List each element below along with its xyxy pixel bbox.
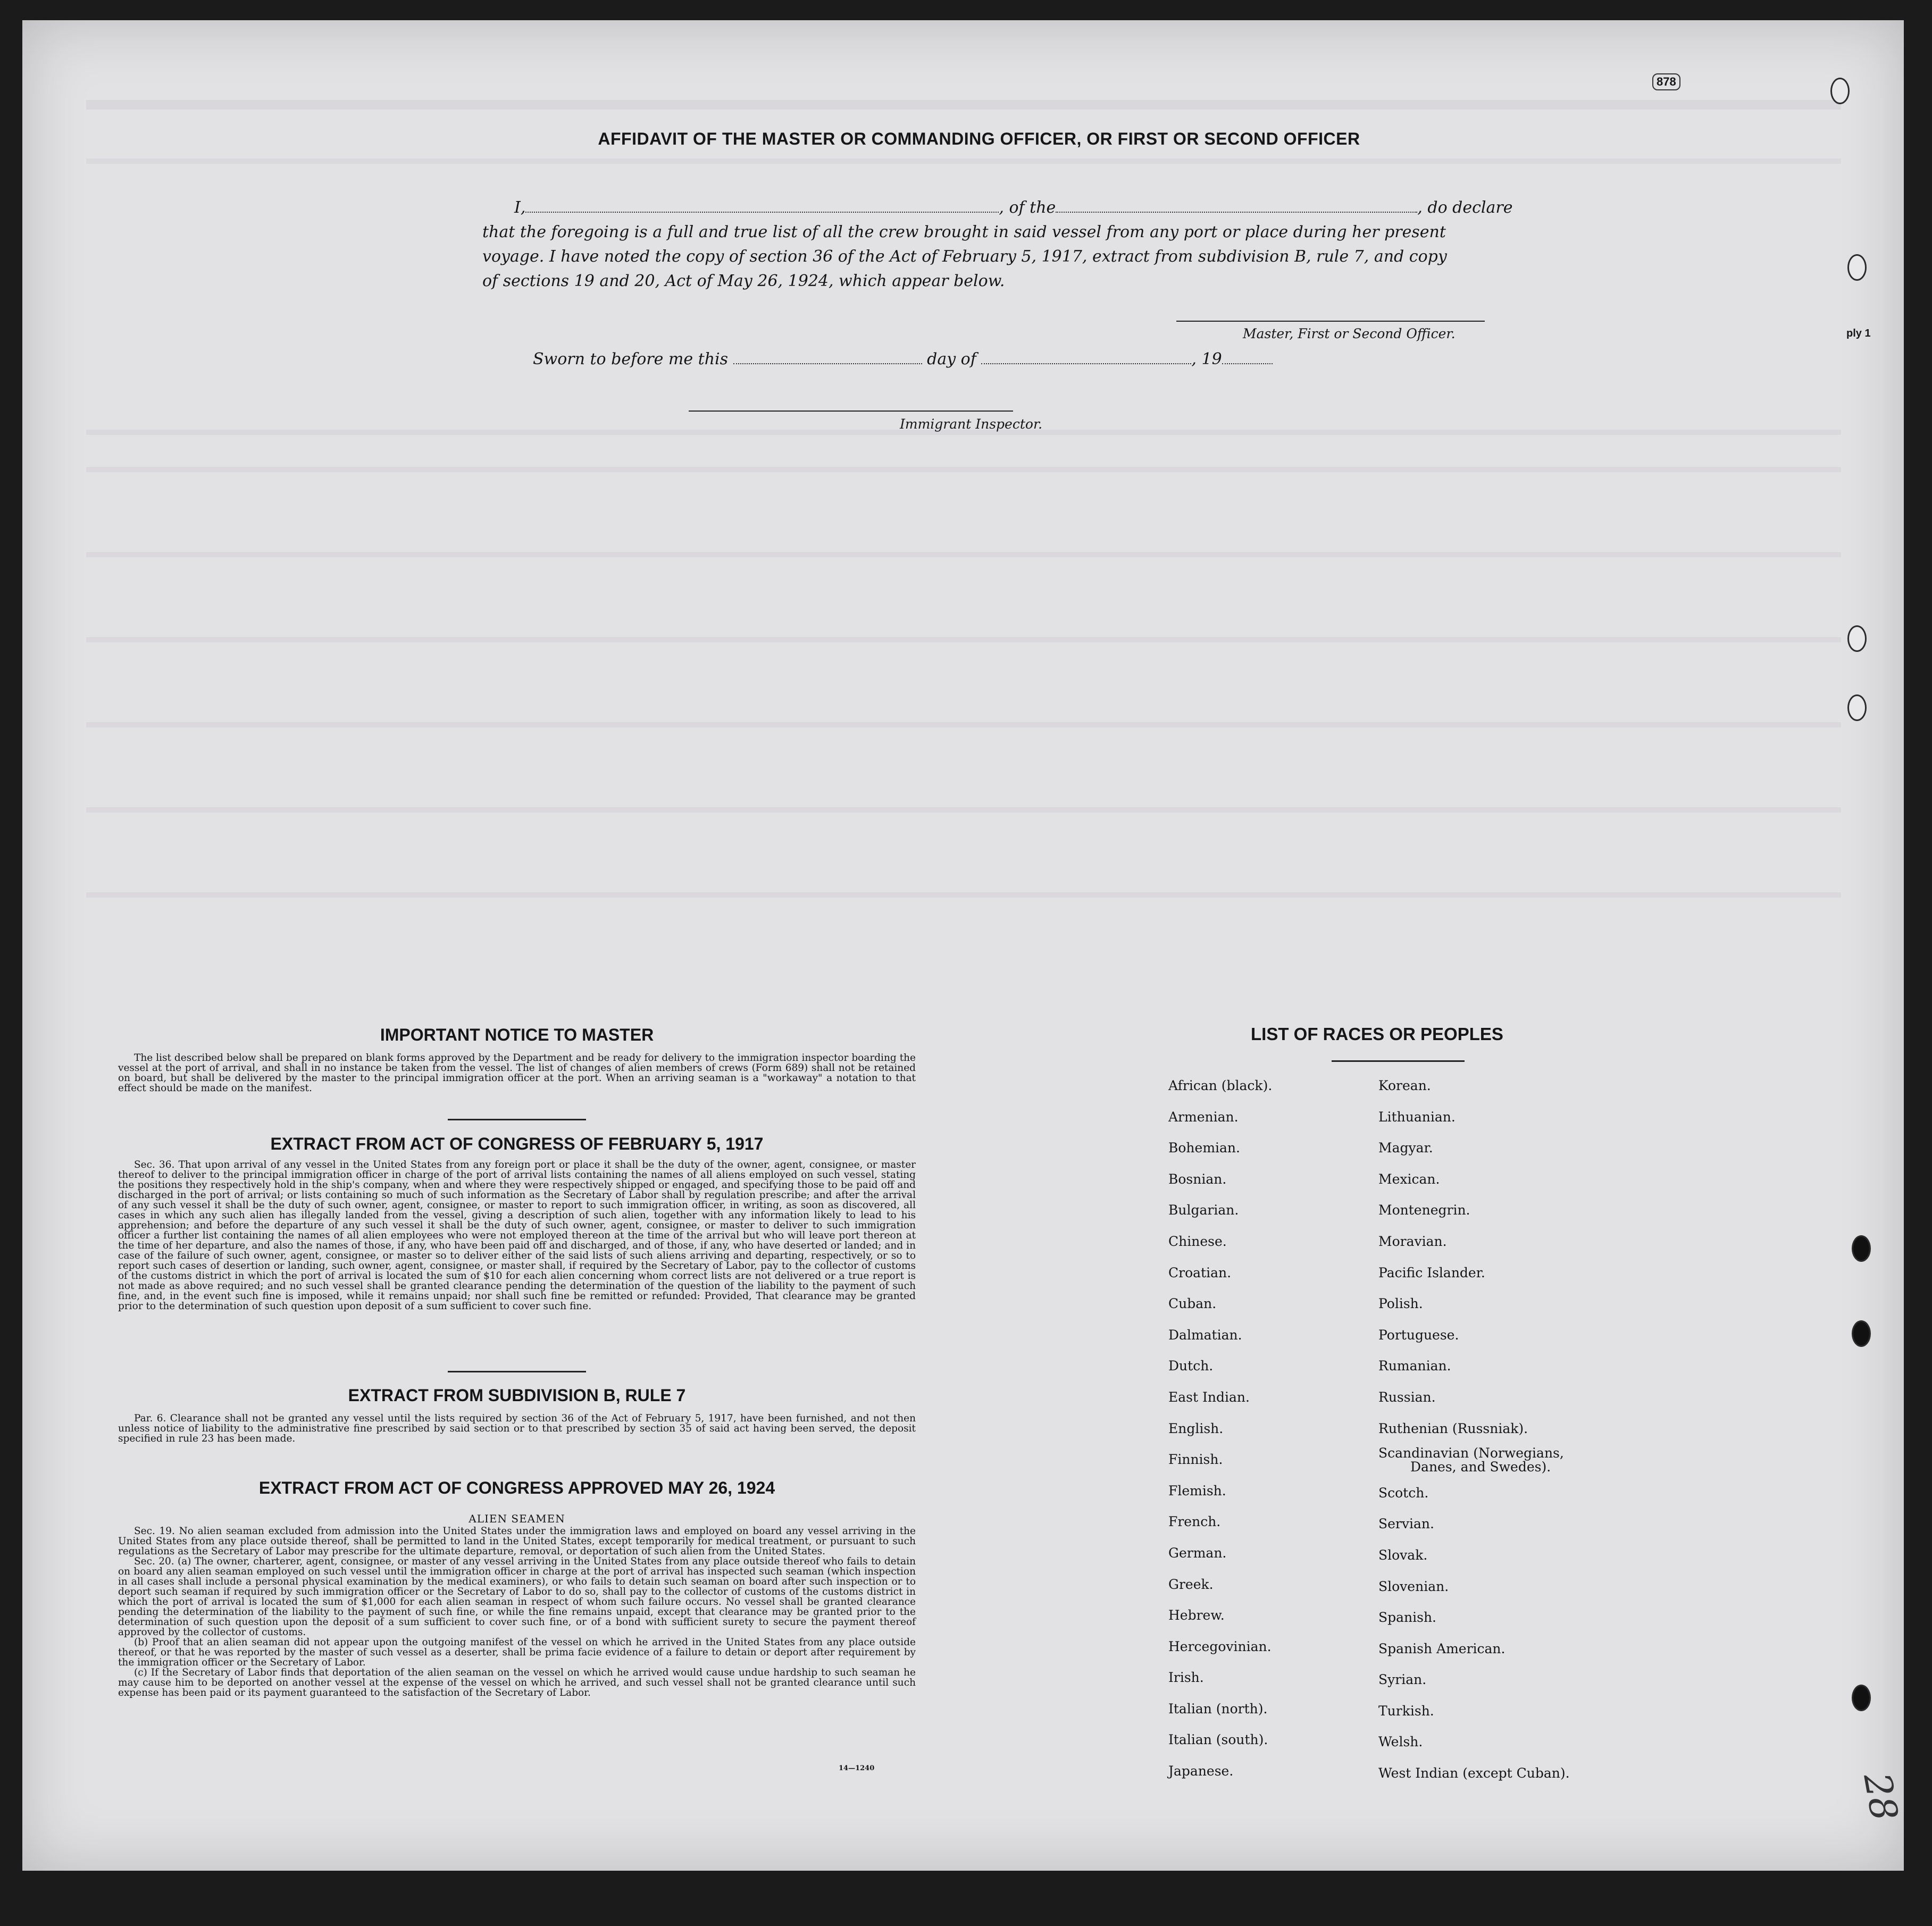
extract-1917-text: Sec. 36. That upon arrival of any vessel in the United States from any foreign port or place it shall be the duty of the owner, agent, consignee, or master thereof to deliver to the principal immigration officer in charge of the port of arrival lists containing the names of all aliens employed on such vessel, stating the positions they respectively hold in the ship's company, when and where they were respectively shipped or engaged, and specifying those to be paid off and discharged in the port of arrival; or lists containing so much of such information as the Secretary of Labor shall by regulation prescribe; and after the arrival of any such vessel it shall be the duty of such owner, agent, consignee, or master to report to such immigration officer, in writing, as soon as discovered, all cases in which any such alien has illegally landed from the vessel, giving a description of such alien, together with any information likely to lead to his apprehension; and before the departure of any such vessel it shall be the duty of such owner, agent, consignee, or master to deliver to such immigration officer a further list containing the names of all alien employees who were not employed thereon at the time of the arrival but who will leave port thereon at the time of her departure, and also the names of those, if any, who have been paid off and discharged, and of those, if any, who have deserted or landed; and in case of the failure of such owner, agent, consignee, or master so to deliver either of the said lists of such aliens arriving and departing, respectively, or so to report such cases of desertion or landing, such owner, agent, consignee, or master shall, if required by the Secretary of Labor, pay to the collector of customs of the customs district in which the port of arrival is located the sum of $10 for each alien concerning whom correct lists are not delivered or a true report is not made as above required; and no such vessel shall be granted clearance pending the determination of the question of the liability to the payment of such fine, and, in the event such fine is imposed, while it remains unpaid; nor shall such fine be remitted or refunded: Provided, That clearance may be granted prior to the determination of such question upon deposit of a sum sufficient to cover such fine.: [118, 1159, 916, 1312]
divider: [448, 1119, 586, 1120]
race-item: Croatian.: [1168, 1265, 1232, 1280]
race-item: Bulgarian.: [1168, 1202, 1239, 1218]
race-item: Hercegovinian.: [1168, 1638, 1272, 1654]
race-item: Ruthenian (Russniak).: [1378, 1420, 1528, 1436]
race-item: Slovenian.: [1378, 1578, 1449, 1594]
race-item: French.: [1168, 1514, 1221, 1530]
race-item: Mexican.: [1378, 1171, 1440, 1187]
race-item: Hebrew.: [1168, 1607, 1225, 1623]
divider: [448, 1371, 586, 1372]
race-item: Moravian.: [1378, 1233, 1447, 1249]
notice-text: The list described below shall be prepared on blank forms approved by the Department and be ready for delivery to the immigration inspector boarding the vessel at the port of arrival, and shall in no instance be taken from the vessel. The list of changes of alien members of crews (Form 689) shall not be retained on board, but shall be delivered by the master to the principal immigration officer at the port. When an arriving seaman is a "workaway" a notation to that effect should be made on the manifest.: [118, 1052, 916, 1094]
race-item: Portuguese.: [1378, 1327, 1459, 1343]
name-blank[interactable]: [525, 200, 999, 213]
race-item: Irish.: [1168, 1670, 1204, 1686]
race-item: Bohemian.: [1168, 1140, 1240, 1156]
race-item: Lithuanian.: [1378, 1109, 1456, 1125]
binder-hole: [1847, 625, 1867, 652]
race-item: Greek.: [1168, 1576, 1214, 1592]
notice-title: IMPORTANT NOTICE TO MASTER: [380, 1025, 654, 1044]
binder-hole: [1847, 694, 1867, 721]
race-item: Japanese.: [1168, 1763, 1234, 1779]
sec-19: Sec. 19. No alien seaman excluded from admission into the United States under the immigration laws and employed on board any vessel arriving in the United States from any place outside thereof, shall be permitted to land in the United States, except temporarily for medical treatment, or pursuant to such regulations as the Secretary of Labor may prescribe for the ultimate departure, removal, or deportation of such alien from the United States.: [118, 1526, 916, 1557]
race-item: African (black).: [1168, 1078, 1273, 1093]
race-item: German.: [1168, 1545, 1227, 1561]
affidavit-line-4: of sections 19 and 20, Act of May 26, 1924, which appear below.: [482, 272, 1005, 290]
race-item: Servian.: [1378, 1516, 1434, 1532]
race-item: Magyar.: [1378, 1140, 1433, 1156]
affidavit-line-2: that the foregoing is a full and true list of all the crew brought in said vessel from any port or place during her present: [482, 223, 1446, 241]
sworn-month-blank[interactable]: [981, 351, 1191, 364]
affidavit-line-1: I, , of the , do declare: [514, 198, 1513, 217]
extract-1924-text: [118, 1526, 916, 1698]
race-item: Korean.: [1378, 1078, 1431, 1093]
vessel-blank[interactable]: [1056, 200, 1417, 213]
affidavit-body: [482, 196, 1525, 294]
divider: [1332, 1060, 1465, 1062]
form-number: 14—1240: [839, 1764, 875, 1772]
rule-7-text: Par. 6. Clearance shall not be granted any vessel until the lists required by section 36 of the Act of February 5, 1917, have been furnished, and not then unless notice of liability to the administrative fine prescribed by said section or to that prescribed by section 35 of said act having been served, the deposit specified in rule 23 has been made.: [118, 1413, 916, 1444]
races-left-column: [1168, 1070, 1272, 1787]
race-item: Dalmatian.: [1168, 1327, 1242, 1343]
race-item: Finnish.: [1168, 1452, 1223, 1468]
sworn-line: Sworn to before me this day of , 19: [533, 350, 1273, 369]
sec-20a: Sec. 20. (a) The owner, charterer, agent, consignee, or master of any vessel arriving in the United States from any place outside thereof who fails to detain on board any alien seaman employed on such vessel until the immigration officer in charge at the port of arrival has inspected such seaman (which inspection in all cases shall include a personal physical examination by the medical examiners), or who fails to detain such seaman on board after such inspection or to deport such seaman if required by such immigration officer or the Secretary of Labor to do so, shall pay to the collector of customs of the customs district in which the port of arrival is located the sum of $1,000 for each alien seaman in respect of whom such failure occurs. No vessel shall be granted clearance pending the determination of the liability to the payment of such fine, or while the fine remains unpaid, except that clearance may be granted prior to the determination of such question upon the deposit of a sum sufficient to cover such fine, or of a bond with sufficient surety to secure the payment thereof approved by the collector of customs.: [118, 1556, 916, 1638]
race-item: Italian (south).: [1168, 1732, 1268, 1748]
race-item: English.: [1168, 1420, 1224, 1436]
binder-hole: [1830, 78, 1850, 104]
races-right-column: [1378, 1070, 1570, 1789]
race-item: Bosnian.: [1168, 1171, 1227, 1187]
race-item: Chinese.: [1168, 1233, 1227, 1249]
race-item: Spanish.: [1378, 1610, 1437, 1626]
affidavit-title-row: [22, 129, 1904, 149]
race-item: Rumanian.: [1378, 1358, 1451, 1374]
binder-hole: [1852, 1320, 1871, 1347]
sworn-day-blank[interactable]: [733, 351, 922, 364]
inspector-signature-line[interactable]: [689, 411, 1013, 412]
extract-1924-title: EXTRACT FROM ACT OF CONGRESS APPROVED MAY 26, 1924: [258, 1478, 775, 1497]
race-item: West Indian (except Cuban).: [1378, 1765, 1570, 1781]
stamp-number: 878: [1652, 73, 1680, 90]
race-item: Scandinavian (Norwegians, Danes, and Swedes).: [1378, 1445, 1564, 1475]
race-item: Montenegrin.: [1378, 1202, 1470, 1218]
race-item: Cuban.: [1168, 1296, 1217, 1312]
binder-hole: [1847, 254, 1867, 281]
race-item: Russian.: [1378, 1389, 1436, 1405]
affidavit-title: AFFIDAVIT OF THE MASTER OR COMMANDING OFFICER, OR FIRST OR SECOND OFFICER: [598, 129, 1360, 148]
race-item: Flemish.: [1168, 1483, 1226, 1498]
race-item: Welsh.: [1378, 1734, 1423, 1750]
race-item: Polish.: [1378, 1296, 1423, 1312]
race-item: Scotch.: [1378, 1485, 1429, 1501]
race-item: Turkish.: [1378, 1703, 1434, 1719]
race-item: Syrian.: [1378, 1672, 1427, 1688]
inspector-label: Immigrant Inspector.: [900, 416, 1043, 432]
race-item: Armenian.: [1168, 1109, 1239, 1125]
sec-20b: (b) Proof that an alien seaman did not appear upon the outgoing manifest of the vessel on which he arrived in the United States from any place outside thereof, or that he was reported by the master of such vessel as a deserter, shall be prima facie evidence of a failure to detain or deport after requirement by the immigration officer or the Secretary of Labor.: [118, 1637, 916, 1668]
sec-20c: (c) If the Secretary of Labor finds that deportation of the alien seaman on the vessel on which he arrived would cause undue hardship to such seaman he may cause him to be deported on another vessel at the expense of the vessel on which he arrived, and such vessel shall not be granted clearance until such expense has been paid or its payment guaranteed to the satisfaction of the Secretary of Labor.: [118, 1667, 916, 1698]
handwritten-page-number: 28: [1855, 1770, 1906, 1824]
affidavit-line-3: voyage. I have noted the copy of section 36 of the Act of February 5, 1917, extract from subdivision B, rule 7, and copy: [482, 247, 1447, 266]
race-item: Slovak.: [1378, 1547, 1428, 1563]
race-item: East Indian.: [1168, 1389, 1250, 1405]
races-title: LIST OF RACES OR PEOPLES: [1251, 1024, 1503, 1044]
side-mark: ply 1: [1846, 328, 1871, 339]
document-page: [22, 20, 1904, 1871]
race-item: Italian (north).: [1168, 1701, 1268, 1716]
signature-label: Master, First or Second Officer.: [1243, 326, 1456, 341]
binder-hole: [1852, 1685, 1871, 1711]
binder-hole: [1852, 1235, 1871, 1262]
race-item: Spanish American.: [1378, 1640, 1506, 1656]
sworn-year-blank[interactable]: [1222, 351, 1273, 364]
extract-1917-title: EXTRACT FROM ACT OF CONGRESS OF FEBRUARY 5, 1917: [270, 1134, 764, 1153]
race-item: Dutch.: [1168, 1358, 1214, 1374]
rule-7-title: EXTRACT FROM SUBDIVISION B, RULE 7: [348, 1386, 686, 1405]
signature-line[interactable]: [1176, 321, 1485, 322]
alien-seamen-heading: ALIEN SEAMEN: [469, 1512, 565, 1525]
race-item: Pacific Islander.: [1378, 1265, 1485, 1280]
